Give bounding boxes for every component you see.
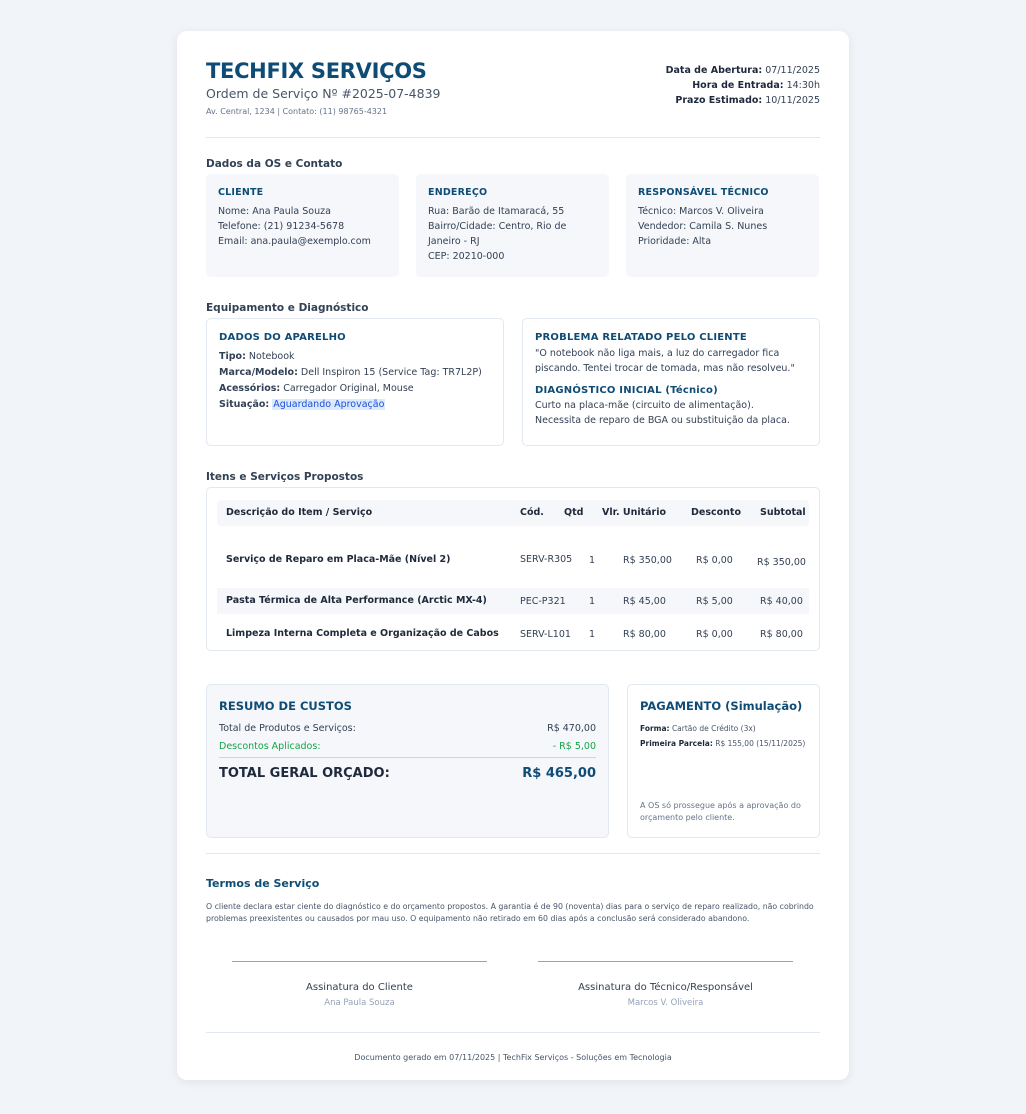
table-row-2-discount: R$ 5,00 [696, 596, 733, 607]
device-status: Situação: Aguardando Aprovação [219, 399, 385, 410]
address-city-cont: Janeiro - RJ [428, 236, 480, 247]
footer-divider [206, 1032, 820, 1033]
diagnosis-line-1: Curto na placa-mãe (circuito de alimentação). [535, 400, 754, 411]
table-row-1-discount: R$ 0,00 [696, 555, 733, 566]
device-card-title: DADOS DO APARELHO [219, 332, 346, 343]
summary-subtotal-row [219, 723, 596, 734]
terms-text: O cliente declara estar ciente do diagnóstico e do orçamento propostos. A garantia é de 90 (noventa) dias para o serviço de reparo realizado, não cobrindo problemas preexistentes ou causados por mau uso. O equipamento não retirado em 60 dias após a conclusão será considerado abandono. [206, 902, 814, 923]
payment-form: Forma: Cartão de Crédito (3x) [640, 724, 756, 733]
diagnosis-line-2: Necessita de reparo de BGA ou substituição da placa. [535, 415, 790, 426]
summary-total-value: R$ 465,00 [522, 766, 596, 781]
client-signature-label: Assinatura do Cliente [306, 982, 413, 993]
table-row-3-unit: R$ 80,00 [623, 629, 666, 640]
table-row-1-unit: R$ 350,00 [623, 555, 672, 566]
technician-signature-name: Marcos V. Oliveira [627, 998, 704, 1008]
section-title-items: Itens e Serviços Propostos [206, 471, 364, 483]
priority: Prioridade: Alta [638, 236, 712, 247]
address-street: Rua: Barão de Itamaracá, 55 [428, 206, 565, 217]
device-card [206, 318, 504, 446]
technician-name: Técnico: Marcos V. Oliveira [638, 206, 764, 217]
summary-total-row [219, 766, 596, 781]
summary-subtotal-label: Total de Produtos e Serviços: [219, 723, 356, 734]
payment-card [627, 684, 820, 838]
summary-discount-label: Descontos Aplicados: [219, 741, 321, 752]
th-discount: Desconto [691, 507, 741, 518]
table-row-2-desc: Pasta Térmica de Alta Performance (Arctic MX-4) [226, 595, 487, 606]
service-order-document [177, 31, 849, 1080]
table-row-1-code: SERV-R305 [520, 554, 573, 565]
client-email: Email: ana.paula@exemplo.com [218, 236, 371, 247]
table-row-3-desc: Limpeza Interna Completa e Organização de Cabos [226, 628, 499, 639]
section-title-equipment: Equipamento e Diagnóstico [206, 302, 369, 314]
cost-summary [206, 684, 609, 838]
th-subtotal: Subtotal [760, 507, 806, 518]
table-row-2-subtotal: R$ 40,00 [760, 596, 803, 607]
meta-opening-date: Data de Abertura: 07/11/2025 [665, 65, 820, 76]
table-row-2-code: PEC-P321 [520, 596, 566, 607]
client-card [206, 174, 399, 277]
section-title-contact: Dados da OS e Contato [206, 158, 343, 170]
payment-note: A OS só prossegue após a aprovação do orçamento pelo cliente. [640, 801, 801, 822]
diagnosis-title: DIAGNÓSTICO INICIAL (Técnico) [535, 385, 718, 396]
device-type: Tipo: Notebook [219, 351, 295, 362]
summary-title: RESUMO DE CUSTOS [219, 699, 352, 713]
client-signature-name: Ana Paula Souza [324, 998, 395, 1008]
technician-card-title: RESPONSÁVEL TÉCNICO [638, 187, 769, 198]
table-row-2-qty: 1 [589, 596, 596, 607]
summary-divider [219, 757, 596, 758]
document-header [206, 31, 820, 138]
client-signature-line [232, 961, 487, 962]
th-description: Descrição do Item / Serviço [226, 507, 373, 518]
th-unit-price: Vlr. Unitário [602, 507, 667, 518]
divider [206, 853, 820, 854]
address-city: Bairro/Cidade: Centro, Rio de [428, 221, 567, 232]
meta-deadline: Prazo Estimado: 10/11/2025 [675, 95, 820, 106]
table-row-1-desc: Serviço de Reparo em Placa-Mãe (Nível 2) [226, 554, 451, 565]
payment-title: PAGAMENTO (Simulação) [640, 699, 803, 713]
problem-line-2: piscando. Tentei trocar de tomada, mas não resolveu." [535, 363, 795, 374]
table-row-3-qty: 1 [589, 629, 596, 640]
client-card-title: CLIENTE [218, 187, 264, 198]
meta-entry-time: Hora de Entrada: 14:30h [692, 80, 820, 91]
problem-card [522, 318, 820, 446]
address-zip: CEP: 20210-000 [428, 251, 505, 262]
seller-name: Vendedor: Camila S. Nunes [638, 221, 768, 232]
status-badge: Aguardando Aprovação [273, 399, 385, 410]
summary-subtotal-value: R$ 470,00 [547, 723, 596, 734]
table-row-1-subtotal: R$ 350,00 [757, 557, 806, 568]
problem-title: PROBLEMA RELATADO PELO CLIENTE [535, 332, 747, 343]
device-accessories: Acessórios: Carregador Original, Mouse [219, 383, 414, 394]
summary-discount-row [219, 741, 596, 752]
company-name: TECHFIX SERVIÇOS [206, 59, 427, 83]
payment-first-installment: Primeira Parcela: R$ 155,00 (15/11/2025) [640, 739, 806, 748]
client-phone: Telefone: (21) 91234-5678 [218, 221, 345, 232]
address-card-title: ENDEREÇO [428, 187, 488, 198]
summary-discount-value: - R$ 5,00 [552, 741, 596, 752]
table-row-3-subtotal: R$ 80,00 [760, 629, 803, 640]
items-table [206, 487, 820, 651]
th-code: Cód. [520, 507, 544, 518]
technician-signature-line [538, 961, 793, 962]
technician-signature-label: Assinatura do Técnico/Responsável [578, 982, 753, 993]
footer-text: Documento gerado em 07/11/2025 | TechFix Serviços - Soluções em Tecnologia [354, 1053, 672, 1062]
technician-card [626, 174, 819, 277]
table-row-3-discount: R$ 0,00 [696, 629, 733, 640]
client-name: Nome: Ana Paula Souza [218, 206, 331, 217]
address-card [416, 174, 609, 277]
table-row-3-code: SERV-L101 [520, 629, 571, 640]
order-number: Ordem de Serviço Nº #2025-07-4839 [206, 86, 441, 101]
table-row-1-qty: 1 [589, 555, 596, 566]
order-meta [666, 63, 820, 108]
problem-line-1: "O notebook não liga mais, a luz do carregador fica [535, 348, 780, 359]
th-qty: Qtd [564, 507, 584, 518]
device-model: Marca/Modelo: Dell Inspiron 15 (Service Tag: TR7L2P) [219, 367, 482, 378]
terms-title: Termos de Serviço [206, 877, 320, 890]
company-address: Av. Central, 1234 | Contato: (11) 98765-4321 [206, 107, 388, 116]
summary-total-label: TOTAL GERAL ORÇADO: [219, 766, 390, 781]
table-row-2-unit: R$ 45,00 [623, 596, 666, 607]
